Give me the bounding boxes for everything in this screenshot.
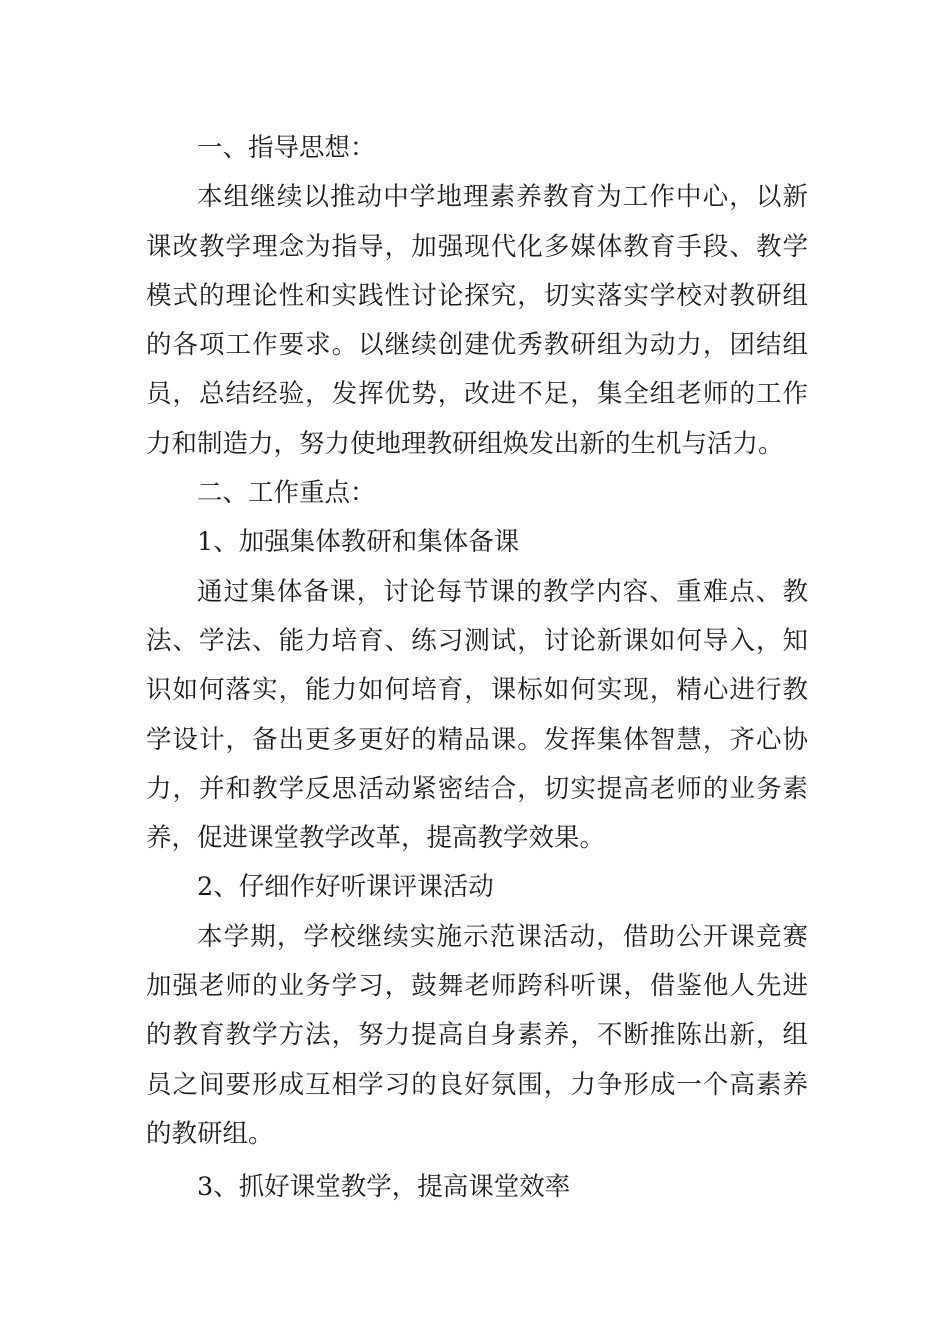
subheading-collective-research: 1、加强集体教研和集体备课 [197, 527, 520, 558]
paragraph-lesson-observation: 本学期，学校继续实施示范课活动，借助公开课竞赛加强老师的业务学习，鼓舞老师跨科听课，借鉴他人先进的教育教学方法，努力提高自身素养，不断推陈出新，组员之间要形成互相学习的良好氛围，力争形成一个高素养的教研组。 [146, 921, 808, 1149]
subheading-lesson-observation: 2、仔细作好听课评课活动 [197, 872, 494, 903]
paragraph-guiding-thought: 本组继续以推动中学地理素养教育为工作中心，以新课改教学理念为指导，加强现代化多媒体教育手段、教学模式的理论性和实践性讨论探究，切实落实学校对教研组的各项工作要求。以继续创建优秀教研组为动力，团结组员，总结经验，发挥优势，改进不足，集全组老师的工作力和制造力，努力使地理教研组焕发出新的生机与活力。 [146, 182, 808, 459]
section-heading-work-focus: 二、工作重点： [197, 478, 376, 509]
subheading-classroom-teaching: 3、抓好课堂教学，提高课堂效率 [197, 1172, 571, 1203]
document-body [146, 124, 808, 1213]
paragraph-collective-research: 通过集体备课，讨论每节课的教学内容、重难点、教法、学法、能力培育、练习测试，讨论新课如何导入，知识如何落实，能力如何培育，课标如何实现，精心进行教学设计，备出更多更好的精品课。发挥集体智慧，齐心协力，并和教学反思活动紧密结合，切实提高老师的业务素养，促进课堂教学改革，提高教学效果。 [146, 576, 808, 854]
section-heading-guiding-thought: 一、指导思想： [197, 133, 376, 163]
